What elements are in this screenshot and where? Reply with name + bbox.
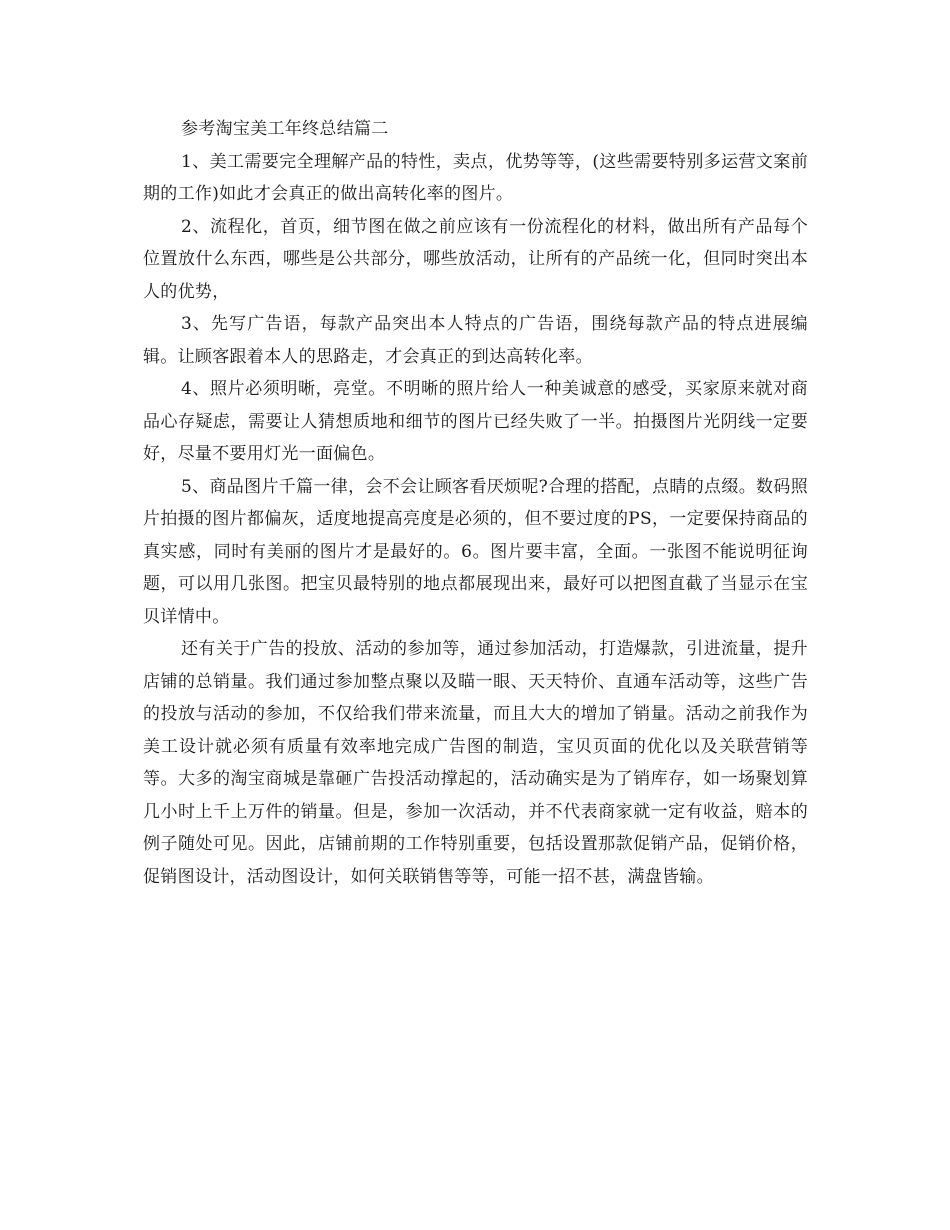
paragraph-6: 还有关于广告的投放、活动的参加等，通过参加活动，打造爆款，引进流量，提升店铺的总销量。我们通过参加整点聚以及瞄一眼、天天特价、直通车活动等，这些广告的投放与活动的参加，不仅给我们带来流量，而且大大的增加了销量。活动之前我作为美工设计就必须有质量有效率地完成广告图的制造，宝贝页面的优化以及关联营销等等。大多的淘宝商城是靠砸广告投活动撑起的，活动确实是为了销库存，如一场聚划算几小时上千上万件的销量。但是，参加一次活动，并不代表商家就一定有收益，赔本的例子随处可见。因此，店铺前期的工作特别重要，包括设置那款促销产品，促销价格，促销图设计，活动图设计，如何关联销售等等，可能一招不甚，满盘皆输。 <box>143 639 808 887</box>
paragraph-3: 3、先写广告语，每款产品突出本人特点的广告语，围绕每款产品的特点进展编辑。让顾客跟着本人的思路走，才会真正的到达高转化率。 <box>143 314 808 367</box>
paragraph-4: 4、照片必须明晰，亮堂。不明晰的照片给人一种美诚意的感受，买家原来就对商品心存疑虑，需要让人猜想质地和细节的图片已经失败了一半。拍摄图片光阴线一定要好，尽量不要用灯光一面偏色。 <box>143 379 808 464</box>
paragraph-5: 5、商品图片千篇一律，会不会让顾客看厌烦呢?合理的搭配，点睛的点缀。数码照片拍摄的图片都偏灰，适度地提高亮度是必须的，但不要过度的PS，一定要保持商品的真实感，同时有美丽的图片才是最好的。6。图片要丰富，全面。一张图不能说明征询题，可以用几张图。把宝贝最特别的地点都展现出来，最好可以把图直截了当显示在宝贝详情中。 <box>143 476 808 627</box>
paragraph-2: 2、流程化，首页，细节图在做之前应该有一份流程化的材料，做出所有产品每个位置放什么东西，哪些是公共部分，哪些放活动，让所有的产品统一化，但同时突出本人的优势， <box>143 216 808 302</box>
paragraph-1: 1、美工需要完全理解产品的特性，卖点，优势等等，(这些需要特别多运营文案前期的工作)如此才会真正的做出高转化率的图片。 <box>143 151 808 204</box>
document-title: 参考淘宝美工年终总结篇二 <box>181 119 389 139</box>
document-body <box>143 113 808 893</box>
